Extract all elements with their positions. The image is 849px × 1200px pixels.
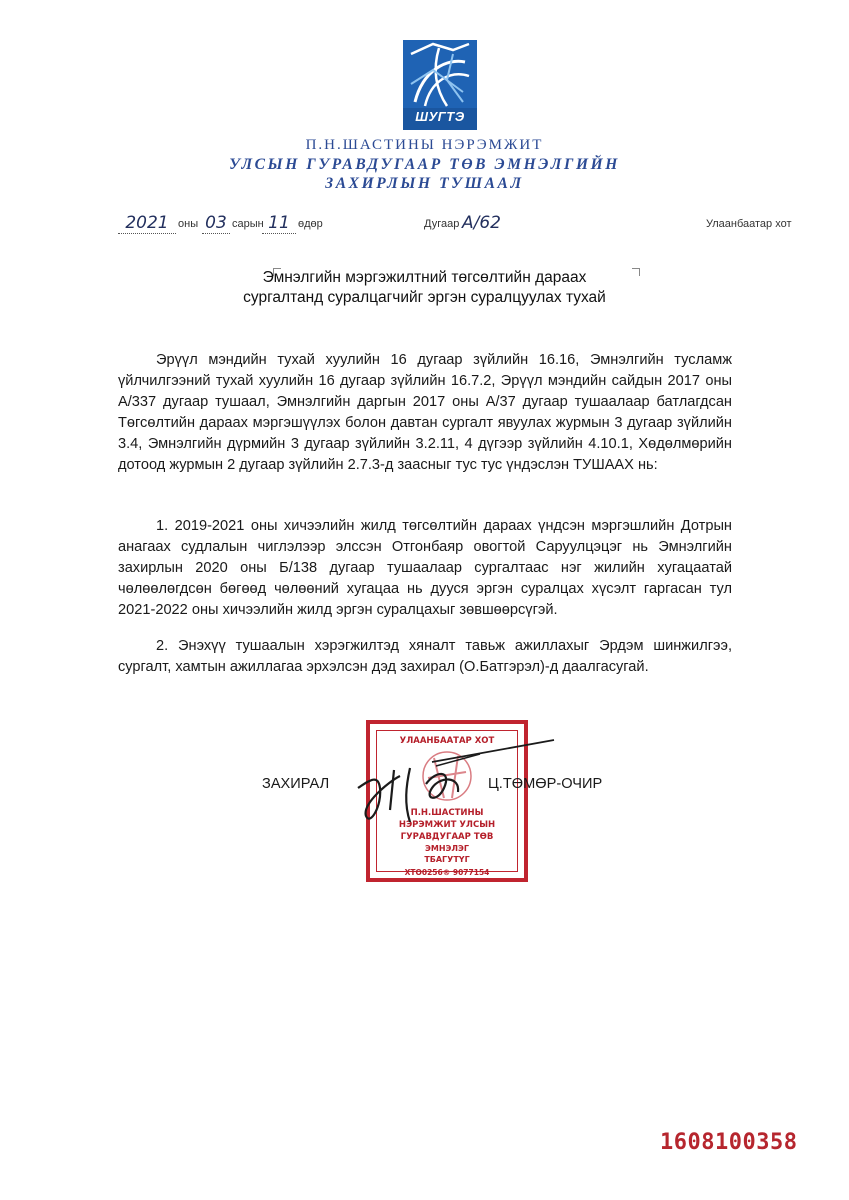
date-month: 03 [202,213,230,234]
stamp-text-4: ГУРАВДУГААР ТӨВ [400,832,494,842]
stamp-text-7: ХТО0256® 9077154 [404,868,490,877]
stamp-text-3: НЭРЭМЖИТ УЛСЫН [398,820,496,830]
stamp-text-5: ЭМНЭЛЭГ [424,844,469,853]
order-number-label: Дугаар [424,218,460,230]
logo-text: ШУГТЭ [415,109,465,124]
serial-number: 1608100358 [660,1130,798,1155]
title-line-2: сургалтанд суралцагчийг эргэн суралцуулах тухай [243,289,606,306]
handwritten-signature [340,730,570,850]
date-day-label: өдөр [298,218,323,230]
order-item-1: 1. 2019-2021 оны хичээлийн жилд төгсөлтийн дараах үндсэн мэргэшлийн Дотрын анагаах судлалын чиглэлээр элссэн Отгонбаяр овогтой Саруулцэцэг нь Эмнэлгийн захирлын 2020 оны Б/138 дугаар тушаалаар сургалтаас нэг жилийн хугацаатай чөлөөлөгдсөн бөгөөд чөлөөний хугацаа нь дууся эргэн суралцах хүсэлт гаргасан тул 2021-2022 оны хичээлийн жилд эргэн суралцахыг зөвшөөрсүгэй. [118,518,732,618]
header-line-2: УЛСЫН ГУРАВДУГААР ТӨВ ЭМНЭЛГИЙН [229,156,620,173]
header-line-1: П.Н.ШАСТИНЫ НЭРЭМЖИТ [305,137,544,153]
hospital-logo [403,40,477,130]
signatory-name: Ц.ТӨМӨР-ОЧИР [488,776,603,792]
header-line-3: ЗАХИРЛЫН ТУШААЛ [325,175,524,192]
order-item-2: 2. Энэхүү тушаалын хэрэгжилтэд хяналт тавьж ажиллахыг Эрдэм шинжилгээ, сургалт, хамтын ажиллагаа эрхэлсэн дэд захирал (О.Батгэрэл)-д даалгасугай. [118,638,732,675]
date-year: 2021 [118,213,176,234]
stamp-text-1: УЛААНБААТАР ХОТ [399,736,495,746]
date-month-label: сарын [232,218,264,230]
date-year-label: оны [178,218,199,230]
signatory-title: ЗАХИРАЛ [262,776,330,792]
preamble-paragraph: Эрүүл мэндийн тухай хуулийн 16 дугаар зүйлийн 16.16, Эмнэлгийн тусламж үйлчилгээний тухай хуулийн 16 дугаар зүйлийн 16.7.2, Эрүүл мэндийн сайдын 2017 оны А/337 дугаар тушаал, Эмнэлгийн даргын 2017 оны А/37 дугаар тушаалаар батлагдсан Төгсөлтийн дараах мэргэшүүлэх болон давтан сургалт явуулах журмын 3 дугаар зүйлийн 3.4, Эмнэлгийн дүрмийн 3 дугаар зүйлийн 3.2.11, 4 дүгээр зүйлийн 4.10.1, Хөдөлмөрийн дотоод журмын 2 дугаар зүйлийн 2.7.3-д заасныг тус тус үндэслэн ТУШААХ нь: [118,352,732,473]
stamp-text-6: ТБАГУТҮГ [424,855,470,864]
title-line-1: Эмнэлгийн мэргэжилтний төгсөлтийн дараах [262,269,587,286]
date-day: 11 [262,213,296,234]
stamp-text-2: П.Н.ШАСТИНЫ [410,808,484,818]
city-label: Улаанбаатар хот [706,218,792,230]
order-number: А/62 [462,213,501,233]
